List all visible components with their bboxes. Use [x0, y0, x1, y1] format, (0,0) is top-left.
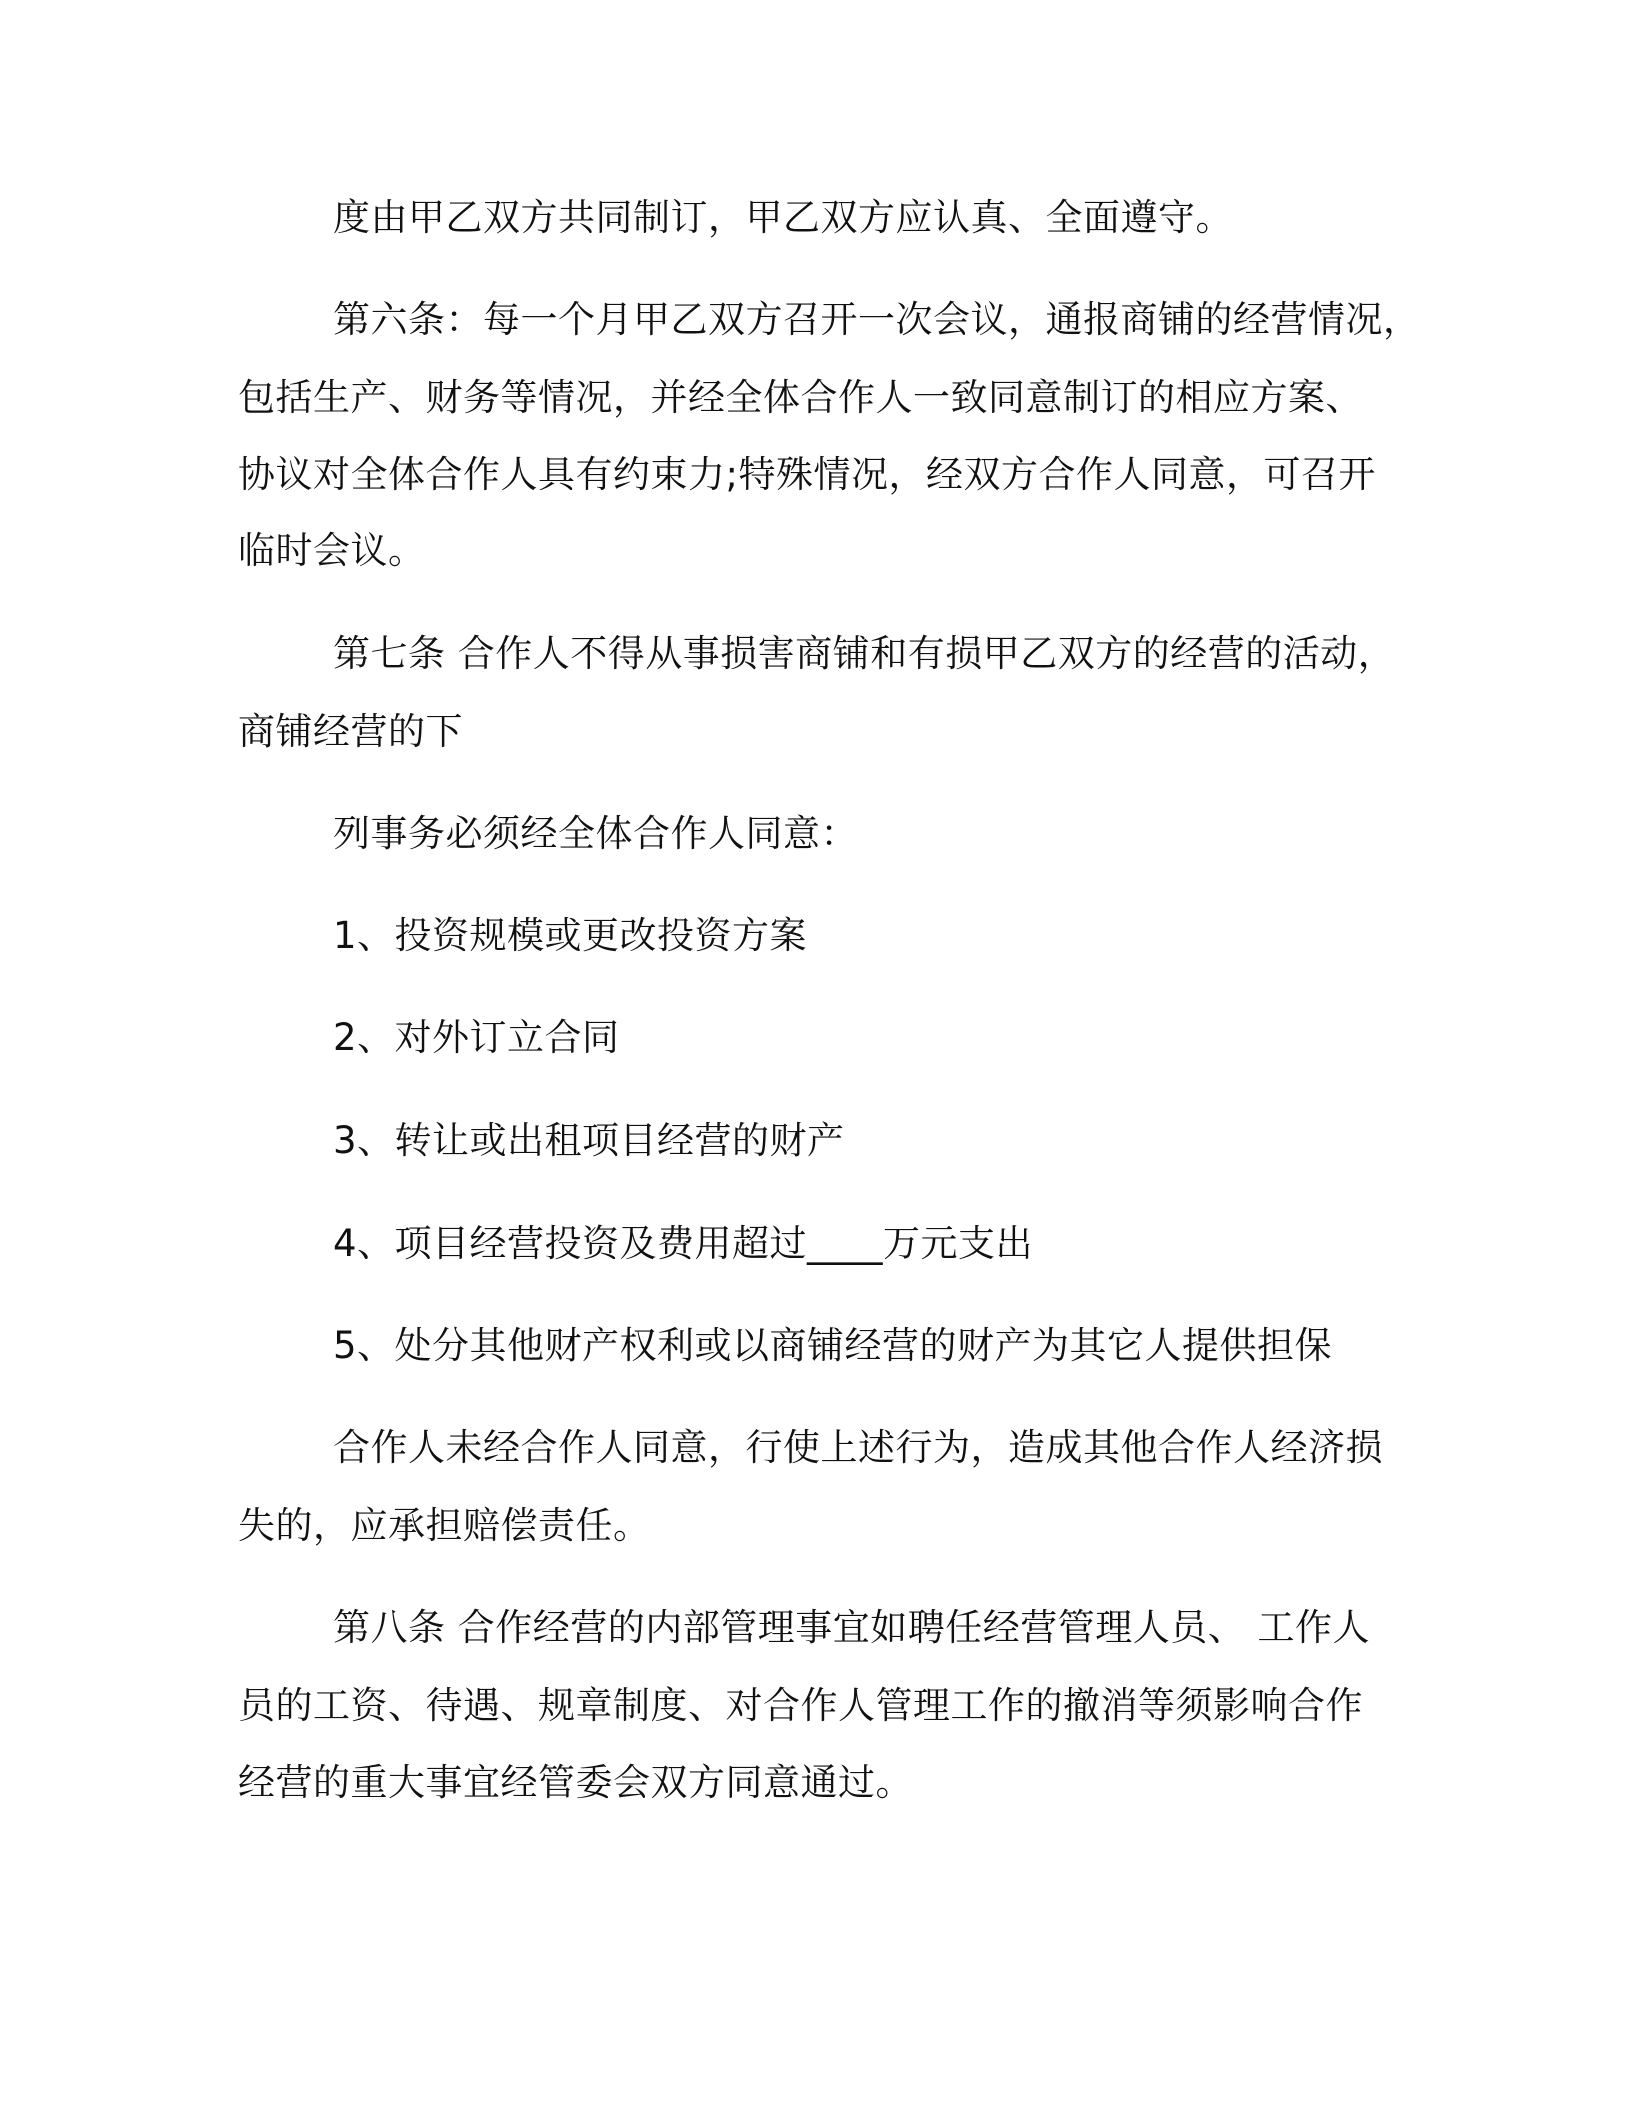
text-line: 第六条：每一个月甲乙双方召开一次会议，通报商铺的经营情况，: [333, 298, 1421, 341]
text-line: 度由甲乙双方共同制订，甲乙双方应认真、全面遵守。: [333, 196, 1233, 239]
text-line: 包括生产、财务等情况，并经全体合作人一致同意制订的相应方案、: [238, 376, 1363, 419]
list-item: 1、投资规模或更改投资方案: [333, 914, 808, 957]
text-line: 临时会议。: [238, 529, 426, 572]
text-line: 第八条 合作经营的内部管理事宜如聘任经营管理人员、 工作人: [333, 1606, 1371, 1649]
text-line: 第七条 合作人不得从事损害商铺和有损甲乙双方的经营的活动，: [333, 632, 1396, 675]
list-item: 5、处分其他财产权利或以商铺经营的财产为其它人提供担保: [333, 1324, 1333, 1367]
text-line: 列事务必须经全体合作人同意：: [333, 812, 858, 855]
text-line: 经营的重大事宜经管委会双方同意通过。: [238, 1761, 913, 1804]
list-item: 3、转让或出租项目经营的财产: [333, 1119, 845, 1162]
list-item: 4、项目经营投资及费用超过____万元支出: [333, 1222, 1034, 1265]
text-line: 员的工资、待遇、规章制度、对合作人管理工作的撤消等须影响合作: [238, 1684, 1363, 1727]
list-item: 2、对外订立合同: [333, 1016, 620, 1059]
text-line: 失的，应承担赔偿责任。: [238, 1504, 651, 1547]
text-line: 商铺经营的下: [238, 710, 463, 753]
text-line: 合作人未经合作人同意，行使上述行为，造成其他合作人经济损: [333, 1426, 1383, 1469]
text-line: 协议对全体合作人具有约束力;特殊情况，经双方合作人同意，可召开: [238, 453, 1376, 496]
